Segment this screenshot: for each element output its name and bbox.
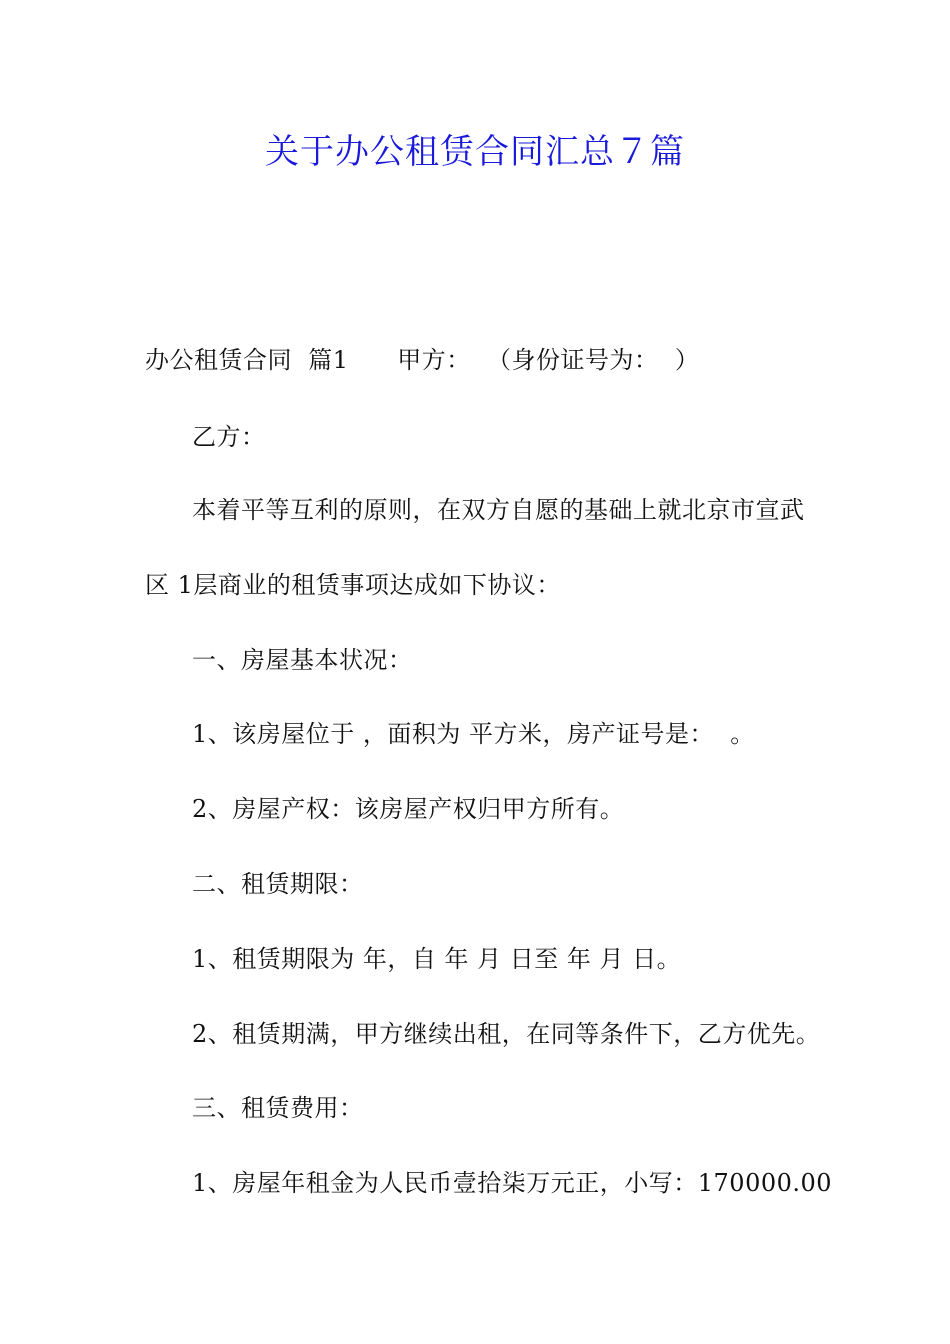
section-3-heading: 三、租赁费用： bbox=[192, 1094, 364, 1122]
contract-heading-line: 办公租赁合同 篇1 甲方： （身份证号为： ） bbox=[145, 346, 700, 374]
section-2-item-1: 1、租赁期限为 年，自 年 月 日至 年 月 日。 bbox=[192, 945, 682, 973]
section-2-heading: 二、租赁期限： bbox=[192, 870, 364, 898]
preamble-line-2: 区 1层商业的租赁事项达成如下协议： bbox=[145, 571, 561, 599]
section-2-item-2: 2、租赁期满，甲方继续出租，在同等条件下，乙方优先。 bbox=[192, 1020, 821, 1048]
section-3-item-1: 1、房屋年租金为人民币壹拾柒万元正，小写：170000.00 bbox=[192, 1169, 833, 1197]
section-1-heading: 一、房屋基本状况： bbox=[192, 646, 413, 674]
preamble-line-1: 本着平等互利的原则，在双方自愿的基础上就北京市宣武 bbox=[192, 496, 805, 524]
section-1-item-1: 1、该房屋位于 ，面积为 平方米，房产证号是： 。 bbox=[192, 720, 755, 748]
party-b-line: 乙方： bbox=[192, 423, 266, 451]
section-1-item-2: 2、房屋产权：该房屋产权归甲方所有。 bbox=[192, 795, 625, 823]
document-title: 关于办公租赁合同汇总７篇 bbox=[265, 132, 685, 172]
